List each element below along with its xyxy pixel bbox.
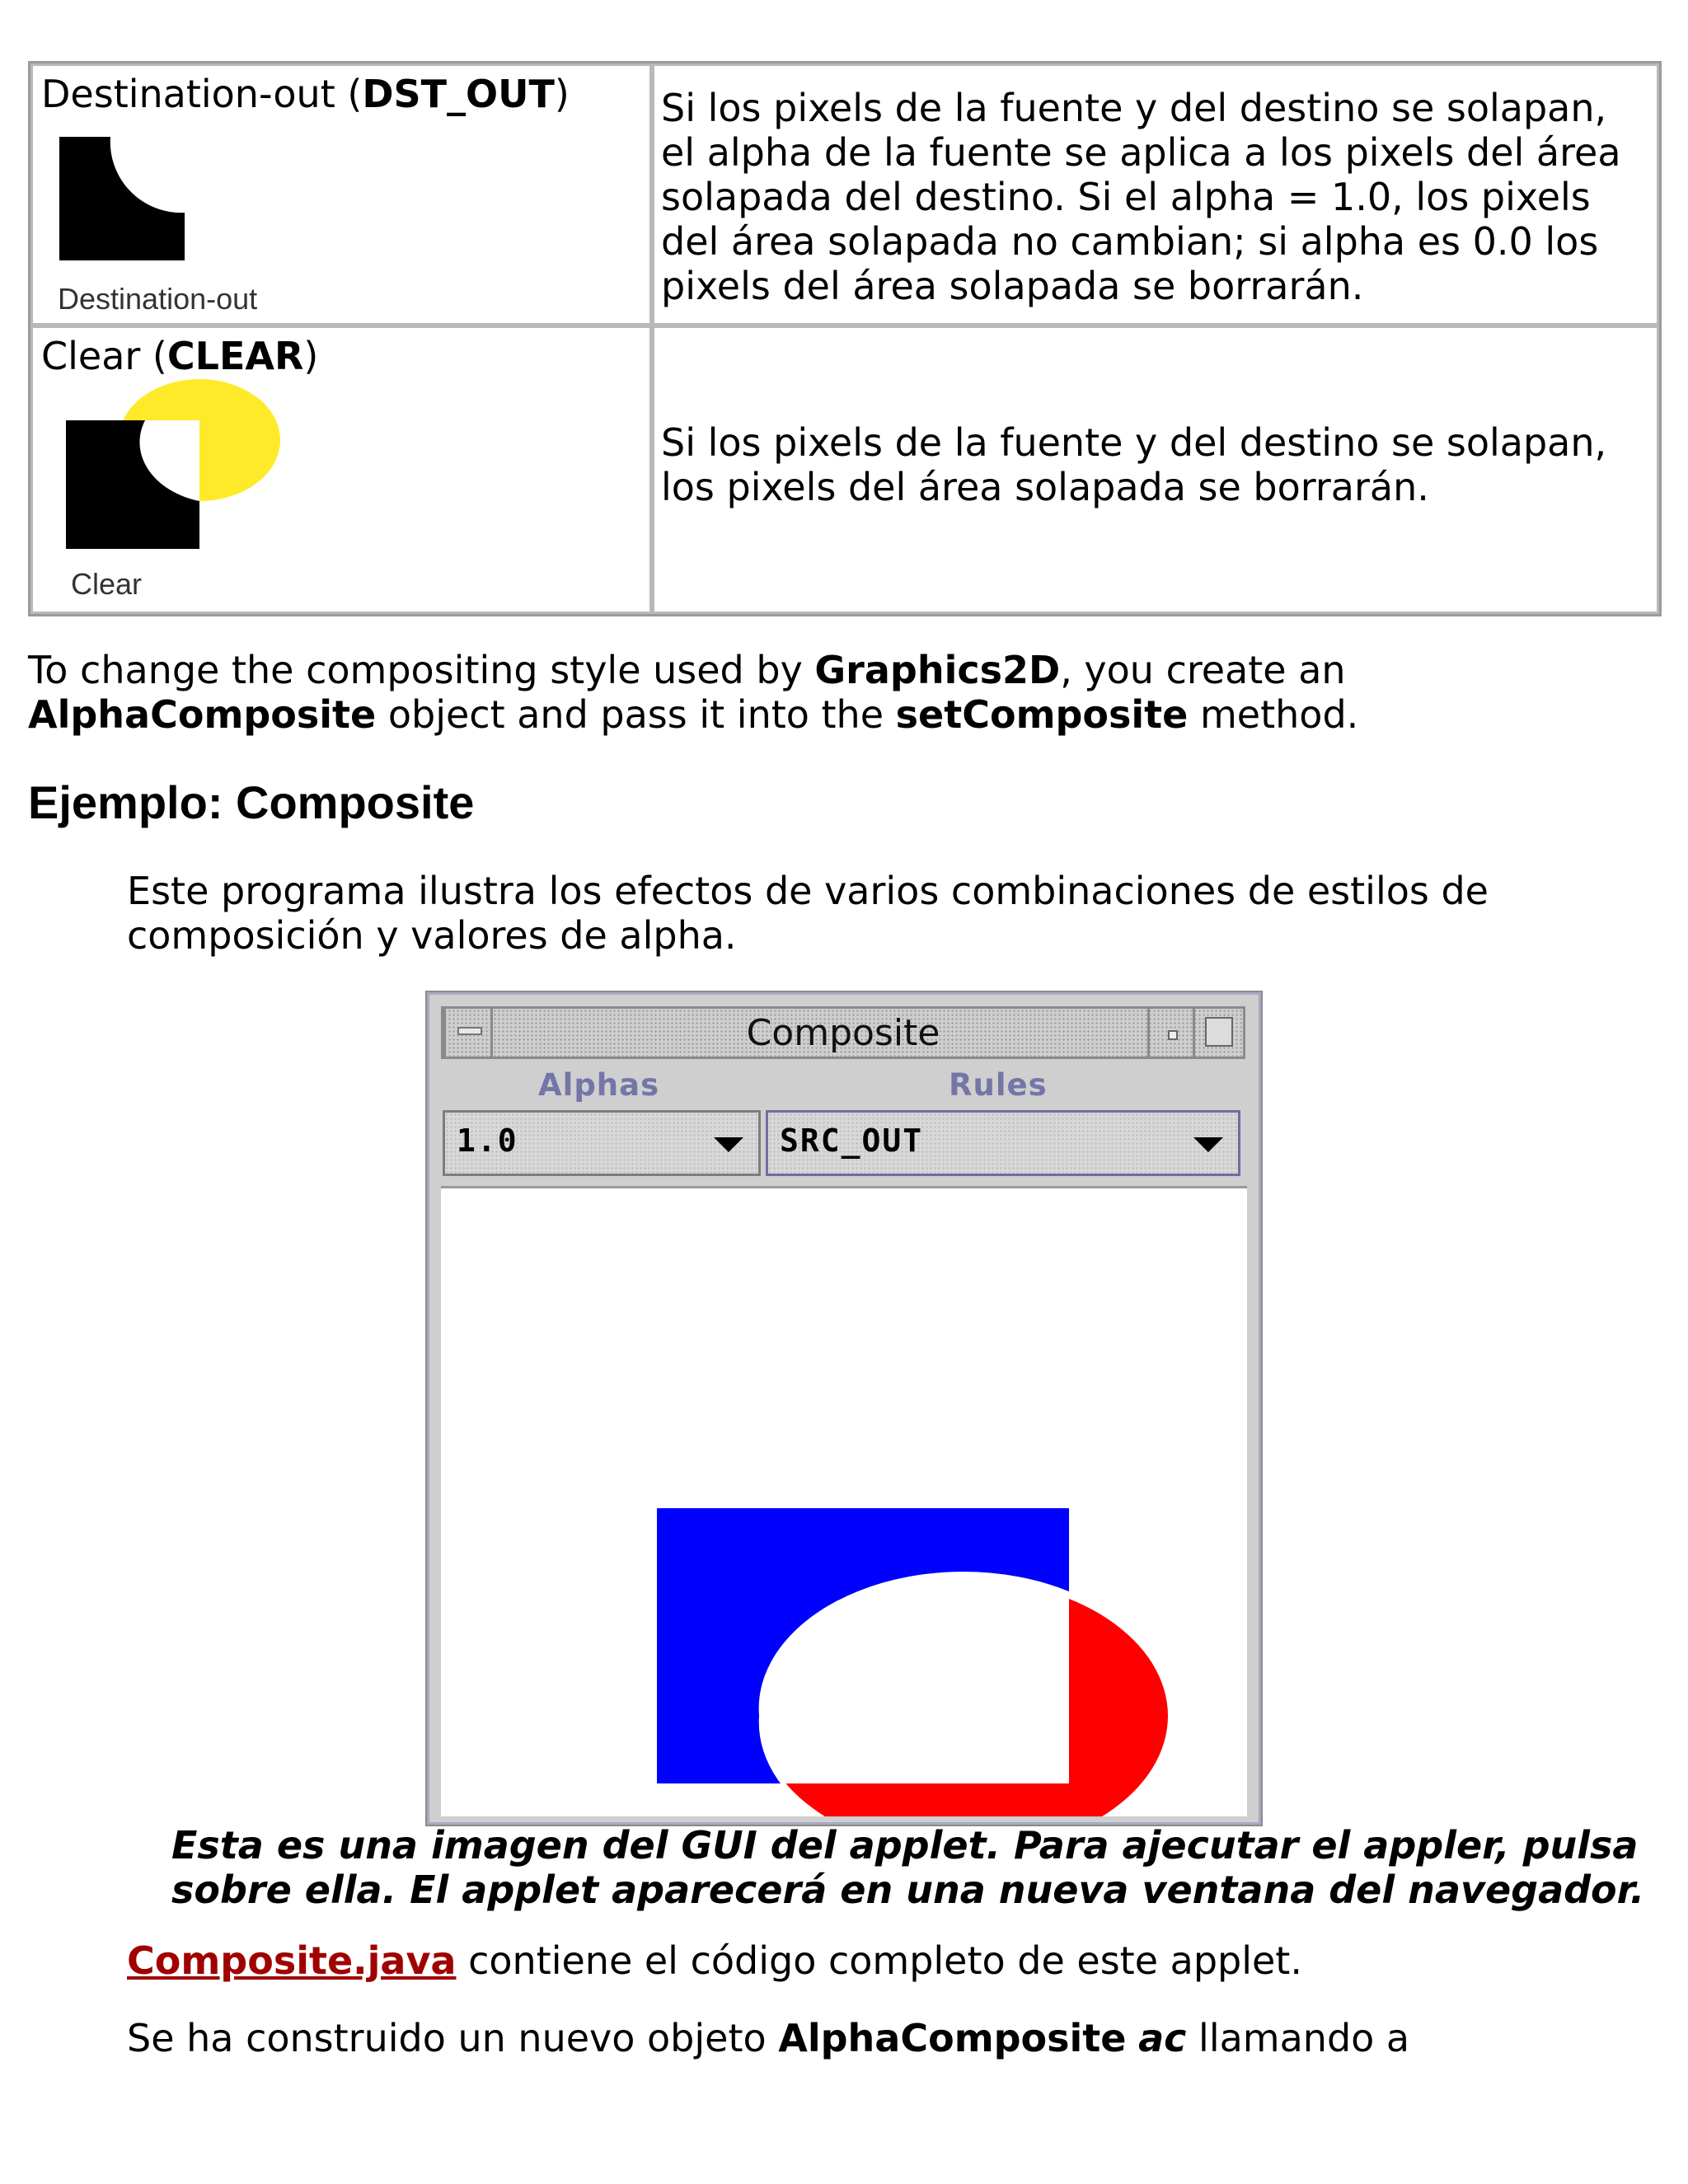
composite-drawing xyxy=(441,1188,1247,1816)
dst-out-description: Si los pixels de la fuente y del destino se solapan, el alpha de la fuente se aplica a los pixels del área solapada del destino. Si el alpha = 1.0, los pixels del área solapada no cambian; si alpha es 0.0 los pixels del área solapada se borrarán. xyxy=(661,86,1621,308)
clear-image-cell xyxy=(30,326,652,614)
example-description: Este programa ilustra los efectos de varios combinaciones de estilos de composición y valores de alpha. xyxy=(127,869,1489,958)
closing-paragraph: Se ha construido un nuevo objeto AlphaComposite ac llamando a xyxy=(127,2016,1410,2060)
clear-description: Si los pixels de la fuente y del destino se solapan, los pixels del área solapada se borrarán. xyxy=(661,420,1607,509)
clear-illustration xyxy=(61,377,284,551)
rule-select[interactable] xyxy=(766,1110,1240,1176)
dst-out-illustration xyxy=(54,134,195,265)
rules-label: Rules xyxy=(949,1067,1048,1103)
chevron-down-icon xyxy=(714,1137,743,1152)
window-titlebar xyxy=(441,1006,1245,1059)
window-title: Composite xyxy=(746,1012,940,1054)
alpha-select-value: 1.0 xyxy=(457,1122,518,1159)
applet-caption: Esta es una imagen del GUI del applet. Para ajecutar el appler, pulsa sobre ella. El applet aparecerá en una nueva ventana del navegador. xyxy=(171,1823,1645,1912)
alpha-select[interactable] xyxy=(443,1110,761,1176)
clear-image-caption: Clear xyxy=(71,567,143,601)
clear-description-cell xyxy=(652,326,1659,614)
alphas-label: Alphas xyxy=(538,1067,660,1103)
rule-select-value: SRC_OUT xyxy=(780,1122,924,1159)
clear-title: Clear (CLEAR) xyxy=(41,334,319,378)
intro-paragraph: To change the compositing style used by Graphics2D, you create an AlphaComposite object and pass it into the setComposite method. xyxy=(28,648,1359,737)
source-paragraph: Composite.java contiene el código completo de este applet. xyxy=(127,1938,1302,1983)
applet-screenshot[interactable] xyxy=(427,992,1261,1825)
composite-java-link[interactable]: Composite.java xyxy=(127,1938,457,1983)
chevron-down-icon xyxy=(1193,1137,1223,1152)
minimize-button[interactable] xyxy=(1147,1009,1195,1057)
compositing-rules-table xyxy=(28,61,1662,616)
maximize-button[interactable] xyxy=(1195,1009,1243,1057)
dst-out-image-cell xyxy=(30,63,652,326)
section-heading: Ejemplo: Composite xyxy=(28,776,475,828)
dst-out-title: Destination-out (DST_OUT) xyxy=(41,72,570,116)
composite-canvas xyxy=(441,1186,1247,1816)
dst-out-image-caption: Destination-out xyxy=(58,282,258,316)
dst-out-description-cell xyxy=(652,63,1659,326)
